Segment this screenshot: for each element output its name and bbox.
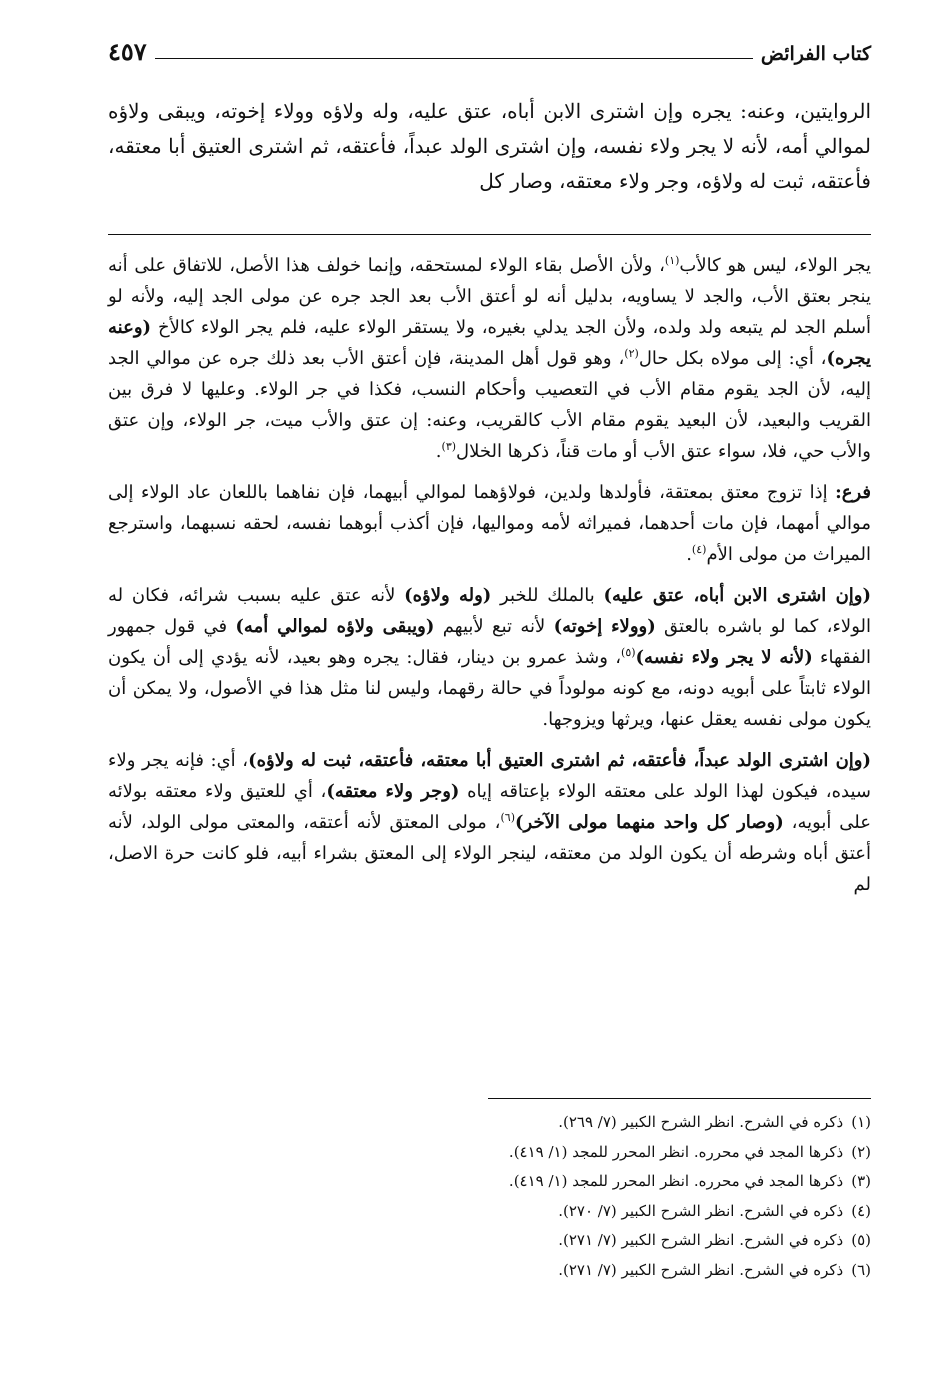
text-run: . xyxy=(435,441,442,462)
section-label: فرع: xyxy=(835,482,871,503)
text-run: ، أي: إلى مولاه بكل حال xyxy=(638,348,827,369)
footnote-number: (٥) xyxy=(851,1231,871,1250)
text-run: ، ولأن الأصل بقاء الولاء لمستحقه، وإنما خولف هذا الأصل، للاتفاق على أنه ينجر بعتق الأب، والجد لا يساويه، بدليل أنه لو أعتق الأب بعد الجد جره عن مولى الجد إليه، ولأنه لو أسلم الجد لم يتبعه ولد ولده، ولأن الجد يدلي بغيره، ولا يستقر الولاء عليه، فلم يجر الولاء كالأخ xyxy=(108,255,871,338)
footnote xyxy=(108,1197,871,1227)
quoted-matn: (وعنه يجره) xyxy=(108,317,872,369)
commentary xyxy=(108,250,871,910)
footnote xyxy=(108,1138,871,1168)
page-number: ٤٥٧ xyxy=(108,37,147,66)
footnote xyxy=(108,1167,871,1197)
text-run: لأنه تبع لأبيهم xyxy=(434,616,554,637)
footnote-divider xyxy=(488,1098,871,1099)
quoted-matn: (وله ولاؤه) xyxy=(404,585,492,606)
footnote xyxy=(108,1108,871,1138)
footnote-text: ذكره في الشرح. انظر الشرح الكبير (٧/ ٢٧١). xyxy=(558,1260,844,1279)
text-run: يجر الولاء، ليس هو كالأب xyxy=(679,255,871,276)
text-run: ، وهو قول أهل المدينة، فإن أعتق الأب بعد ذلك جره عن موالي الجد إليه، لأن الجد يقوم مقام الأب في التعصيب وأحكام النسب، فكذا في جر الولاء. وعليها لا فرق بين القريب والبعيد، لأن البعيد يقوم مقام الأب كالقريب، وعنه: إن عتق والأب ميت، جر الولاء، وإن عتق والأب حي، فلا، سواء عتق الأب أو مات قناً، ذكرها الخلال xyxy=(108,348,871,462)
quoted-matn: (وولاء إخوته) xyxy=(553,616,656,637)
quoted-matn: (ويبقى ولاؤه لموالي أمه) xyxy=(235,616,435,637)
footnote-number: (١) xyxy=(851,1113,871,1131)
footnote-text: ذكرها المجد في محرره. انظر المحرر للمجد (١/ ٤١٩). xyxy=(508,1172,844,1191)
text-run: ، مولى المعتق لأنه أعتقه، والمعتى مولى الولد، لأنه أعتق أباه وشرطه أن يكون الولد من معتقه، لينجر الولاء إلى المعتق بشراء أبيه، فلو كانت حرة الاصل، لم xyxy=(108,812,871,895)
text-run: لأنه عتق عليه بسبب شرائه، فكان له الولاء، كما لو باشره بالعتق xyxy=(108,585,871,637)
text-run: إذا تزوج معتق بمعتقة، فأولدها ولدين، فولاؤهما لموالي أبيهما، فإن نفاهما باللعان عاد الولاء إلى موالي أمهما، فإن مات أحدهما، فميراثه لأمه ومواليها، فإن أكذب أبوهما نفسه، لحقه نسبهما، واسترجع الميراث من مولى الأم xyxy=(108,482,871,565)
quoted-matn: (وجر ولاء معتقه) xyxy=(326,781,460,802)
footnote-ref: (٣) xyxy=(441,440,457,453)
text-run: بالملك للخبر xyxy=(491,585,604,606)
footnote-ref: (٤) xyxy=(691,543,707,556)
main-text-divider xyxy=(108,234,871,235)
commentary-paragraph xyxy=(108,477,871,570)
footnote-number: (٤) xyxy=(851,1201,871,1220)
footnote-text: ذكره في الشرح. انظر الشرح الكبير (٧/ ٢٧١). xyxy=(558,1231,844,1250)
text-run: في قول جمهور الفقهاء xyxy=(108,616,871,668)
footnote-number: (٢) xyxy=(851,1142,871,1161)
commentary-paragraph xyxy=(108,745,871,900)
text-run: ، أي: فإنه يجر ولاء سيده، فيكون لهذا الولد على معتقه الولاء بإعتاقه إياه xyxy=(108,750,871,802)
main-text: الروايتين، وعنه: يجره وإن اشترى الابن أباه، عتق عليه، وله ولاؤه وولاء إخوته، ويبقى ولاؤه لموالي أمه، لأنه لا يجر ولاء نفسه، وإن اشترى الولد عبداً، فأعتقه، ثم اشترى العتيق أبا معتقه، فأعتقه، ثبت له ولاؤه، وجر ولاء معتقه، وصار كل xyxy=(108,99,871,193)
footnote-text: ذكره في الشرح. انظر الشرح الكبير (٧/ ٢٦٩). xyxy=(558,1113,844,1131)
footnote xyxy=(108,1256,871,1286)
quoted-matn: (لأنه لا يجر ولاء نفسه) xyxy=(635,647,813,668)
commentary-paragraph xyxy=(108,250,871,467)
header-rule xyxy=(155,58,753,59)
footnote-number: (٦) xyxy=(851,1260,871,1279)
text-run: ، وشذ عمرو بن دينار، فقال: يجره وهو بعيد، لأنه يؤدي إلى أن يكون الولاء ثابتاً على أبويه دونه، مع كونه مولوداً في حالة رقهما، وليس لنا مثل هذا في الأصول، ولا يمكن أن يكون مولى نفسه يعقل عنها، ويرثها ويزوجها. xyxy=(108,647,871,730)
footnotes xyxy=(108,1108,871,1286)
quoted-matn: (وإن اشترى الابن أباه، عتق عليه) xyxy=(603,585,872,606)
footnote-ref: (٢) xyxy=(624,347,639,360)
footnote-text: ذكره في الشرح. انظر الشرح الكبير (٧/ ٢٧٠). xyxy=(558,1201,844,1220)
footnote-number: (٣) xyxy=(851,1172,871,1191)
footnote-ref: (٥) xyxy=(621,646,636,659)
commentary-paragraph xyxy=(108,580,871,735)
text-run: ، أي للعتيق ولاء معتقه بولائه على أبويه، xyxy=(108,781,871,833)
footnote-ref: (١) xyxy=(664,254,680,267)
running-header xyxy=(108,30,871,64)
quoted-matn: (وصار كل واحد منهما مولى الآخر) xyxy=(515,812,784,833)
text-run: . xyxy=(686,544,692,565)
book-title: كتاب الفرائض xyxy=(760,43,871,65)
footnote-ref: (٦) xyxy=(500,811,515,824)
footnote xyxy=(108,1226,871,1256)
quoted-matn: (وإن اشترى الولد عبداً، فأعتقه، ثم اشترى العتيق أبا معتقه، فأعتقه، ثبت له ولاؤه) xyxy=(248,750,871,771)
footnote-text: ذكرها المجد في محرره. انظر المحرر للمجد (١/ ٤١٩). xyxy=(508,1142,844,1161)
